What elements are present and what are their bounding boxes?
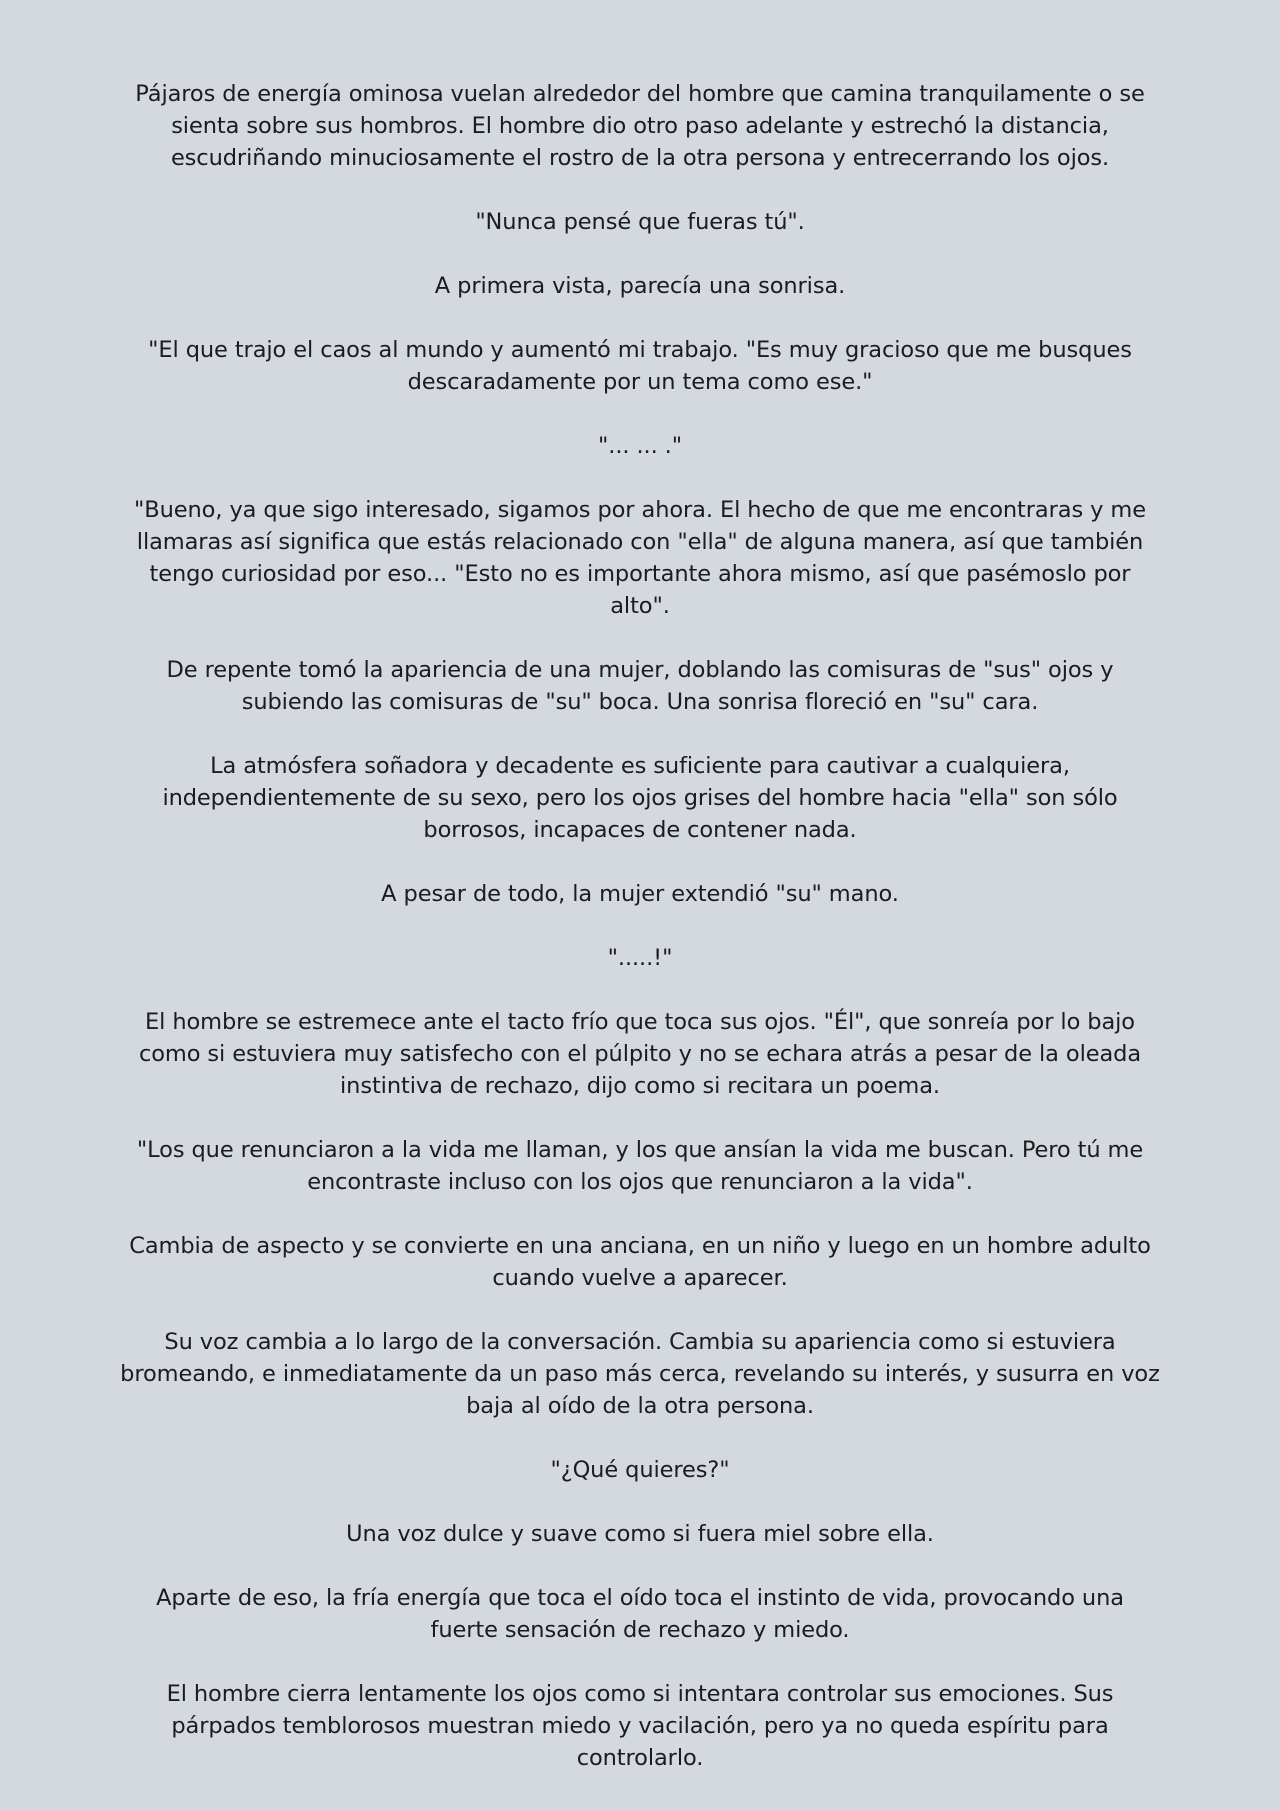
paragraph-6: "Bueno, ya que sigo interesado, sigamos por ahora. El hecho de que me encontraras y me llamaras así significa que estás relacionado con "ella" de alguna manera, así que también tengo curiosidad por eso... "Esto no es importante ahora mismo, así que pasémoslo por alto". <box>134 497 1146 619</box>
paragraph-3: A primera vista, parecía una sonrisa. <box>434 273 846 299</box>
paragraph-4: "El que trajo el caos al mundo y aumentó mi trabajo. "Es muy gracioso que me busques descaradamente por un tema como ese." <box>148 337 1132 395</box>
paragraph-2: "Nunca pensé que fueras tú". <box>475 209 805 235</box>
paragraph-7: De repente tomó la apariencia de una mujer, doblando las comisuras de "sus" ojos y subiendo las comisuras de "su" boca. Una sonrisa floreció en "su" cara. <box>166 657 1114 715</box>
paragraph-17: Aparte de eso, la fría energía que toca el oído toca el instinto de vida, provocando una fuerte sensación de rechazo y miedo. <box>156 1585 1124 1643</box>
paragraph-11: El hombre se estremece ante el tacto frío que toca sus ojos. "Él", que sonreía por lo bajo como si estuviera muy satisfecho con el púlpito y no se echara atrás a pesar de la oleada instintiva de rechazo, dijo como si recitara un poema. <box>138 1009 1142 1099</box>
paragraph-16: Una voz dulce y suave como si fuera miel sobre ella. <box>346 1521 934 1547</box>
paragraph-18: El hombre cierra lentamente los ojos como si intentara controlar sus emociones. Sus párpados temblorosos muestran miedo y vacilación, pero ya no queda espíritu para controlarlo. <box>166 1681 1114 1771</box>
paragraph-8: La atmósfera soñadora y decadente es suficiente para cautivar a cualquiera, independientemente de su sexo, pero los ojos grises del hombre hacia "ella" son sólo borrosos, incapaces de contener nada. <box>162 753 1118 843</box>
paragraph-5: "... ... ." <box>598 433 682 459</box>
paragraph-1: Pájaros de energía ominosa vuelan alrededor del hombre que camina tranquilamente o se sienta sobre sus hombros. El hombre dio otro paso adelante y estrechó la distancia, escudriñando minuciosamente el rostro de la otra persona y entrecerrando los ojos. <box>135 81 1145 171</box>
chapter-text <box>120 78 1160 1774</box>
paragraph-12: "Los que renunciaron a la vida me llaman, y los que ansían la vida me buscan. Pero tú me encontraste incluso con los ojos que renunciaron a la vida". <box>136 1137 1144 1195</box>
paragraph-15: "¿Qué quieres?" <box>550 1457 730 1483</box>
paragraph-13: Cambia de aspecto y se convierte en una anciana, en un niño y luego en un hombre adulto cuando vuelve a aparecer. <box>129 1233 1151 1291</box>
paragraph-9: A pesar de todo, la mujer extendió "su" mano. <box>381 881 899 907</box>
paragraph-14: Su voz cambia a lo largo de la conversación. Cambia su apariencia como si estuviera bromeando, e inmediatamente da un paso más cerca, revelando su interés, y susurra en voz baja al oído de la otra persona. <box>120 1329 1160 1419</box>
paragraph-10: ".....!" <box>607 945 673 971</box>
